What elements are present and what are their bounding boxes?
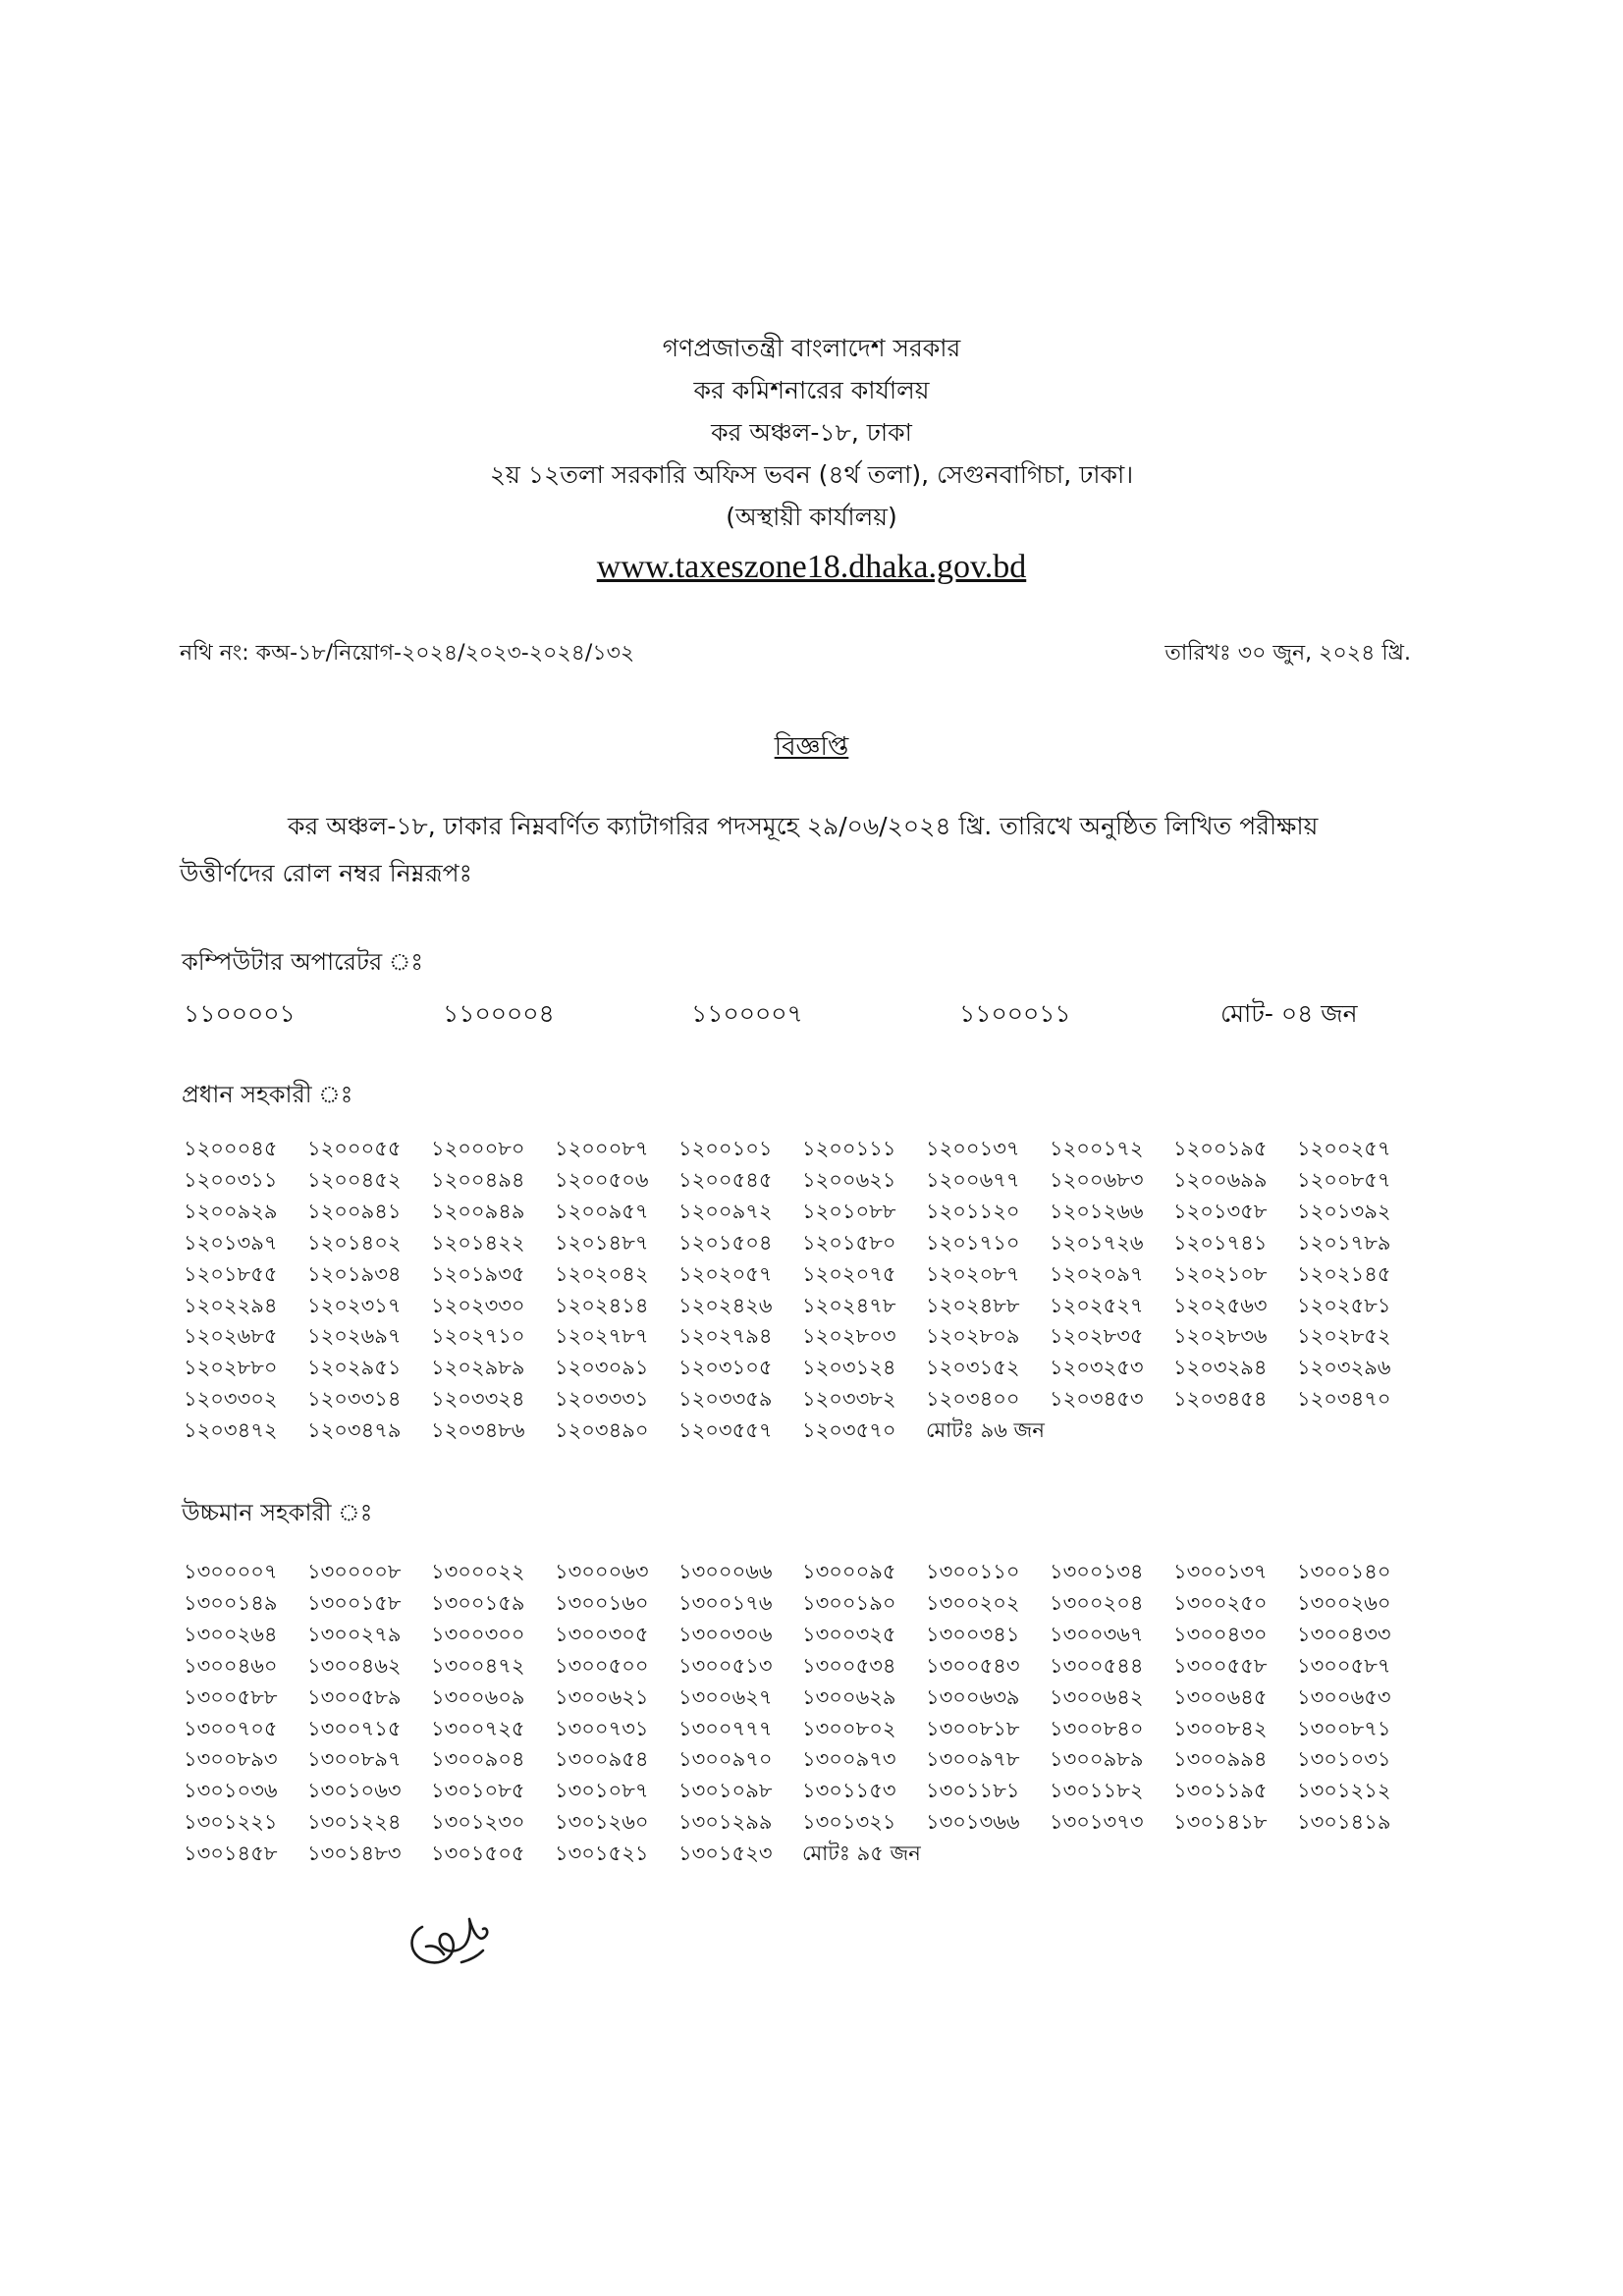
government-name: গণপ্রজাতন্ত্রী বাংলাদেশ সরকার: [662, 334, 961, 362]
roll-number: ১২০৩৫৭০: [802, 1418, 896, 1443]
roll-number: ১২০১৭২৬: [1050, 1230, 1144, 1255]
roll-number: ১৩০০৫৪৩: [926, 1653, 1020, 1678]
roll-number: ১৩০০৩৬৭: [1050, 1622, 1144, 1646]
roll-row: [184, 1806, 1421, 1841]
roll-number: ১৩০১৪৫৮: [184, 1842, 278, 1866]
roll-number: ১২০০৯৪৯: [431, 1199, 525, 1223]
roll-number: ১২০২৭৮৭: [555, 1324, 649, 1349]
roll-number: ১২০২৯৫১: [307, 1356, 402, 1380]
roll-number: ১৩০০৪৬০: [184, 1653, 278, 1678]
roll-number: ১২০২৪১৪: [555, 1293, 649, 1317]
roll-number: [1173, 1415, 1297, 1449]
roll-number: ১২০২৬৯৭: [307, 1324, 402, 1349]
roll-row: [184, 1838, 1421, 1872]
roll-number: ১২০০০৪৫: [184, 1137, 278, 1160]
roll-number: [1173, 1838, 1297, 1872]
roll-number: ১৩০০৮১৮: [926, 1716, 1020, 1740]
roll-number: ১৩০০০২২: [431, 1560, 525, 1583]
temporary-office-note: (অস্থায়ী কার্যালয়): [726, 503, 897, 531]
roll-number: ১২০২০৫৭: [678, 1261, 773, 1286]
roll-number: ১২০৩৩৫৯: [678, 1387, 773, 1412]
roll-number: ১২০২৫৮১: [1297, 1293, 1391, 1317]
roll-number: ১৩০০৭২৫: [431, 1716, 525, 1740]
roll-number: ১২০২৩১৭: [307, 1293, 402, 1317]
roll-number: ১৩০০০৯৫: [802, 1560, 896, 1583]
roll-number: ১২০০৫৪৫: [678, 1167, 773, 1192]
roll-number: ১৩০০৬২৯: [802, 1684, 896, 1709]
roll-number: ১৩০০০০৭: [184, 1560, 278, 1583]
notice-body-line-2: উত্তীর্ণদের রোল নম্বর নিম্নরূপঃ: [180, 859, 472, 887]
roll-number: ১৩০০৯৮৯: [1050, 1747, 1144, 1772]
roll-number: ১৩০১১৮২: [1050, 1779, 1144, 1803]
roll-number: ১২০১৯৩৪: [307, 1261, 402, 1286]
roll-number: ১৩০০১৪৯: [184, 1590, 278, 1615]
roll-number: ১২০১৩৯৭: [184, 1230, 278, 1255]
roll-row: [184, 1743, 1421, 1778]
roll-number: ১২০০৯৫৭: [555, 1199, 649, 1223]
roll-row: [184, 1556, 1421, 1590]
roll-number: ১২০৩৩২৪: [431, 1387, 525, 1412]
roll-number: ১২০২৮০৩: [802, 1324, 896, 1349]
roll-number: ১২০২১০৮: [1173, 1261, 1268, 1286]
roll-number: ১৩০১২৩০: [431, 1810, 525, 1835]
roll-number: ১২০১৪০২: [307, 1230, 402, 1255]
head-assistant-title: প্রধান সহকারী ঃ: [182, 1081, 353, 1108]
roll-number: ১২০০১১১: [802, 1137, 896, 1160]
roll-number: ১২০২৮৩৬: [1173, 1324, 1268, 1349]
roll-number: ১৩০১৫০৫: [431, 1842, 525, 1866]
roll-row: [184, 1650, 1421, 1684]
roll-number: ১২০৩২৯৪: [1173, 1356, 1268, 1380]
roll-number: [1297, 1838, 1421, 1872]
roll-number: ১৩০১৪১৯: [1297, 1810, 1391, 1835]
roll-number: ১৩০০১৭৬: [678, 1590, 773, 1615]
roll-row: [184, 1352, 1421, 1386]
roll-number: ১৩০১১৫৩: [802, 1779, 896, 1803]
zone-name: কর অঞ্চল-১৮, ঢাকা: [711, 418, 912, 447]
roll-number: ১৩০০৬৪৫: [1173, 1684, 1268, 1709]
roll-number: ১২০১৩৫৮: [1173, 1199, 1268, 1223]
roll-row: [184, 1775, 1421, 1809]
roll-number: ১৩০০৭৭৭: [678, 1716, 773, 1740]
office-address: ২য় ১২তলা সরকারি অফিস ভবন (৪র্থ তলা), সেগুনবাগিচা, ঢাকা।: [489, 460, 1134, 489]
roll-number: ১২০০৬২১: [802, 1167, 896, 1192]
roll-number: ১৩০০৮৪২: [1173, 1716, 1268, 1740]
roll-number: ১২০১৫০৪: [678, 1230, 773, 1255]
roll-number: ১১০০০০৪: [443, 999, 555, 1028]
roll-number: ১২০২৪৮৮: [926, 1293, 1020, 1317]
section-total: মোট- ০৪ জন: [1220, 999, 1358, 1028]
roll-number: ১২০৩১৫২: [926, 1356, 1020, 1380]
roll-number: ১২০০৯৪১: [307, 1199, 402, 1223]
roll-number: ১৩০০২৭৯: [307, 1622, 402, 1646]
roll-number: ১৩০০৫৫৮: [1173, 1653, 1268, 1678]
roll-number: ১২০০৯৭২: [678, 1199, 773, 1223]
roll-number: ১৩০০৬৫৩: [1297, 1684, 1391, 1709]
roll-number: ১৩০০৩০০: [431, 1622, 525, 1646]
roll-number: ১২০২৮৩৫: [1050, 1324, 1144, 1349]
notice-title: বিজ্ঞপ্তি: [774, 732, 849, 762]
roll-number: ১২০৩২৫৩: [1050, 1356, 1144, 1380]
roll-number: ১২০২৮০৯: [926, 1324, 1020, 1349]
roll-number: ১২০২৯৮৯: [431, 1356, 525, 1380]
roll-number: ১২০৩৪৮৬: [431, 1418, 525, 1443]
roll-number: ১২০২০৯৭: [1050, 1261, 1144, 1286]
roll-number: ১২০৩২৯৬: [1297, 1356, 1391, 1380]
roll-number: ১২০০৮৫৭: [1297, 1167, 1391, 1192]
roll-number: ১২০১১২০: [926, 1199, 1020, 1223]
roll-number: ১২০০০৫৫: [307, 1137, 402, 1160]
roll-number: ১৩০০৩০৬: [678, 1622, 773, 1646]
roll-number: ১৩০০২০৪: [1050, 1590, 1144, 1615]
roll-number: ১৩০১০৬৩: [307, 1779, 402, 1803]
roll-number: ১২০০৬৯৯: [1173, 1167, 1268, 1192]
roll-row: [184, 1713, 1421, 1747]
roll-number: ১২০২২৯৪: [184, 1293, 278, 1317]
roll-row: [184, 1133, 1421, 1167]
roll-number: ১৩০০১১০: [926, 1560, 1020, 1583]
roll-number: ১২০০৫০৬: [555, 1167, 649, 1192]
roll-row: [184, 1196, 1421, 1230]
roll-number: ১২০৩১২৪: [802, 1356, 896, 1380]
roll-row: [184, 1320, 1421, 1355]
roll-number: ১৩০০৫১৩: [678, 1653, 773, 1678]
roll-number: ১৩০১০৮৫: [431, 1779, 525, 1803]
section-total: মোটঃ ৯৫ জন: [802, 1842, 921, 1866]
roll-row: [184, 1227, 1421, 1261]
roll-number: ১৩০০৫০০: [555, 1653, 649, 1678]
office-name: কর কমিশনারের কার্যালয়: [693, 376, 930, 404]
roll-number: ১৩০০৮৪০: [1050, 1716, 1144, 1740]
roll-number: ১৩০০৪৭২: [431, 1653, 525, 1678]
roll-number: ১২০০৯২৯: [184, 1199, 278, 1223]
notice-date: তারিখঃ ৩০ জুন, ২০২৪ খ্রি.: [1164, 641, 1411, 666]
roll-number: ১৩০০০৬৩: [555, 1560, 649, 1583]
roll-number: ১২০১৪৮৭: [555, 1230, 649, 1255]
roll-number: ১২০১৫৮০: [802, 1230, 896, 1255]
roll-number: ১২০২০৭৫: [802, 1261, 896, 1286]
roll-row: [184, 1682, 1421, 1716]
roll-number: ১২০২৫৬৩: [1173, 1293, 1268, 1317]
roll-number: ১৩০১০৩৬: [184, 1779, 278, 1803]
roll-number: ১৩০০৭১৫: [307, 1716, 402, 1740]
roll-number: ১২০১৩৯২: [1297, 1199, 1391, 1223]
roll-number: ১২০০০৮৭: [555, 1137, 649, 1160]
signature-icon: [401, 1899, 509, 1978]
roll-number: ১৩০১২১২: [1297, 1779, 1391, 1803]
roll-number: ১২০৩৪৯০: [555, 1418, 649, 1443]
reference-line: [180, 636, 1411, 672]
roll-number: ১৩০০৯৭৩: [802, 1747, 896, 1772]
roll-number: ১২০৩৪৭২: [184, 1418, 278, 1443]
roll-number: ১৩০১৩২১: [802, 1810, 896, 1835]
roll-row: [184, 1587, 1421, 1622]
roll-number: ১২০২৩৩০: [431, 1293, 525, 1317]
upper-division-assistant-title: উচ্চমান সহকারী ঃ: [182, 1499, 373, 1526]
roll-number: ১৩০০৪৩৩: [1297, 1622, 1391, 1646]
roll-number: ১৩০১৪১৮: [1173, 1810, 1268, 1835]
roll-number: ১৩০১৩৬৬: [926, 1810, 1020, 1835]
roll-number: ১৩০০৮৯৭: [307, 1747, 402, 1772]
roll-number: ১২০২৮৮০: [184, 1356, 278, 1380]
roll-number: ১২০৩১০৫: [678, 1356, 773, 1380]
roll-number: ১২০০২৫৭: [1297, 1137, 1391, 1160]
roll-number: ১৩০০১৩৭: [1173, 1560, 1268, 1583]
roll-number: ১২০৩৩০২: [184, 1387, 278, 1412]
roll-number: ১৩০১২২৪: [307, 1810, 402, 1835]
roll-number: ১২০২১৪৫: [1297, 1261, 1391, 1286]
roll-number: ১৩০১০৮৭: [555, 1779, 649, 1803]
roll-number: ১৩০১২২১: [184, 1810, 278, 1835]
roll-number: ১৩০১২৬০: [555, 1810, 649, 1835]
roll-number: ১২০০১৩৭: [926, 1137, 1020, 1160]
notice-body-line-1: কর অঞ্চল-১৮, ঢাকার নিম্নবর্ণিত ক্যাটাগরির পদসমূহে ২৯/০৬/২০২৪ খ্রি. তারিখে অনুষ্ঠিত লিখিত পরীক্ষায়: [288, 812, 1319, 840]
roll-number: ১৩০০৮৭১: [1297, 1716, 1391, 1740]
roll-number: ১৩০০১৪০: [1297, 1560, 1391, 1583]
section-total: মোটঃ ৯৬ জন: [926, 1418, 1045, 1443]
roll-number: ১৩০০৩০৫: [555, 1622, 649, 1646]
roll-number: ১৩০০৯০৪: [431, 1747, 525, 1772]
roll-number: ১২০৩৪৫৪: [1173, 1387, 1268, 1412]
roll-number: ১৩০০২৬৪: [184, 1622, 278, 1646]
roll-number: ১২০১৮৫৫: [184, 1261, 278, 1286]
roll-number: ১৩০০৬৩৯: [926, 1684, 1020, 1709]
roll-row: [184, 1258, 1421, 1293]
roll-number: ১২০০৩১১: [184, 1167, 278, 1192]
roll-number: ১২০২৬৮৫: [184, 1324, 278, 1349]
roll-number: ১২০২০৪২: [555, 1261, 649, 1286]
roll-number: ১৩০০৬০৯: [431, 1684, 525, 1709]
roll-number: ১২০১৭১০: [926, 1230, 1020, 1255]
roll-number: ১৩০০২৫০: [1173, 1590, 1268, 1615]
roll-number: ১৩০০৫৪৪: [1050, 1653, 1144, 1678]
roll-number: ১৩০০১৯০: [802, 1590, 896, 1615]
roll-number: ১২০৩০৯১: [555, 1356, 649, 1380]
roll-number: ১৩০০৫৮৯: [307, 1684, 402, 1709]
roll-number: ১২০৩৩৩১: [555, 1387, 649, 1412]
roll-number: ১৩০০৬২৭: [678, 1684, 773, 1709]
roll-number: ১৩০১৫২৩: [678, 1842, 773, 1866]
roll-number: ১৩০০৫৮৮: [184, 1684, 278, 1709]
notice-body: [180, 803, 1412, 897]
roll-number: ১৩০০৬৪২: [1050, 1684, 1144, 1709]
roll-number: ১৩০০১৫৯: [431, 1590, 525, 1615]
office-header: [0, 327, 1623, 589]
roll-number: ১২০০০৮০: [431, 1137, 525, 1160]
roll-number: ১৩০০৯৫৪: [555, 1747, 649, 1772]
roll-number: ১৩০০০৬৬: [678, 1560, 773, 1583]
roll-number: ১২০০৬৮৩: [1050, 1167, 1144, 1192]
roll-number: ১৩০১৫২১: [555, 1842, 649, 1866]
roll-number: ১২০৩৩১৪: [307, 1387, 402, 1412]
roll-number: ১৩০০১৫৮: [307, 1590, 402, 1615]
roll-number: ১২০৩৪৭৯: [307, 1418, 402, 1443]
roll-number: ১২০০৪৯৪: [431, 1167, 525, 1192]
roll-number: ১২০২৪২৬: [678, 1293, 773, 1317]
roll-number: ১৩০১১৯৫: [1173, 1779, 1268, 1803]
roll-number: ১৩০০১৬০: [555, 1590, 649, 1615]
roll-number: ১৩০০২৬০: [1297, 1590, 1391, 1615]
roll-number: ১২০২৭৯৪: [678, 1324, 773, 1349]
roll-number: ১৩০১০৩১: [1297, 1747, 1391, 1772]
roll-number: ১৩০১৩৭৩: [1050, 1810, 1144, 1835]
roll-number: ১১০০০০১: [184, 999, 296, 1028]
roll-number: [1050, 1838, 1173, 1872]
roll-number: ১৩০০৯৭৮: [926, 1747, 1020, 1772]
roll-number: ১৩০০৪৩০: [1173, 1622, 1268, 1646]
roll-number: ১৩০১৪৮৩: [307, 1842, 402, 1866]
roll-number: ১৩০০৮০২: [802, 1716, 896, 1740]
roll-number: ১২০২৫২৭: [1050, 1293, 1144, 1317]
roll-number: ১২০০১৭২: [1050, 1137, 1144, 1160]
roll-number: ১২০১২৬৬: [1050, 1199, 1144, 1223]
roll-number: [926, 1838, 1050, 1872]
roll-number: ১৩০০৯৯৪: [1173, 1747, 1268, 1772]
roll-number: ১২০১৯৩৫: [431, 1261, 525, 1286]
roll-row: [184, 1619, 1421, 1653]
roll-number: ১৩০০৭৩১: [555, 1716, 649, 1740]
roll-row: [184, 1415, 1421, 1449]
roll-number: ১২০৩৪০০: [926, 1387, 1020, 1412]
roll-number: ১৩০০১৩৪: [1050, 1560, 1144, 1583]
roll-number: ১৩০০৯৭০: [678, 1747, 773, 1772]
roll-number: ১২০১৪২২: [431, 1230, 525, 1255]
roll-number: ১২০০৬৭৭: [926, 1167, 1020, 1192]
roll-number: ১১০০০০৭: [691, 999, 803, 1028]
roll-number: ১২০৩৪৭০: [1297, 1387, 1391, 1412]
roll-number: ১৩০০৩৪১: [926, 1622, 1020, 1646]
roll-number: ১৩০০৫৮৭: [1297, 1653, 1391, 1678]
roll-number: ১৩০০৩২৫: [802, 1622, 896, 1646]
roll-number: ১৩০১০৯৮: [678, 1779, 773, 1803]
roll-number: ১১০০০১১: [959, 999, 1071, 1028]
website-link[interactable]: www.taxeszone18.dhaka.gov.bd: [596, 549, 1027, 585]
roll-number: ১২০০১৯৫: [1173, 1137, 1268, 1160]
roll-number: ১৩০০৫৩৪: [802, 1653, 896, 1678]
roll-number: ১২০৩৪৫৩: [1050, 1387, 1144, 1412]
roll-number: ১৩০০৮৯৩: [184, 1747, 278, 1772]
roll-number: ১৩০১১৮১: [926, 1779, 1020, 1803]
roll-number: ১২০১০৮৮: [802, 1199, 896, 1223]
roll-number: ১২০০১০১: [678, 1137, 773, 1160]
roll-row: [184, 1164, 1421, 1199]
roll-number: ১২০২০৮৭: [926, 1261, 1020, 1286]
roll-number: ১২০২৪৭৮: [802, 1293, 896, 1317]
roll-number: ১২০১৭৮৯: [1297, 1230, 1391, 1255]
roll-number: ১৩০০০০৮: [307, 1560, 402, 1583]
roll-number: ১২০২৭১০: [431, 1324, 525, 1349]
roll-number: ১২০৩৫৫৭: [678, 1418, 773, 1443]
roll-number: [1050, 1415, 1173, 1449]
roll-number: ১২০৩৩৮২: [802, 1387, 896, 1412]
roll-number: ১৩০০২০২: [926, 1590, 1020, 1615]
file-number: নথি নং: কঅ-১৮/নিয়োগ-২০২৪/২০২৩-২০২৪/১৩২: [180, 641, 635, 666]
roll-number: ১২০২৮৫২: [1297, 1324, 1391, 1349]
roll-number: ১২০০৪৫২: [307, 1167, 402, 1192]
roll-row: [184, 1290, 1421, 1324]
roll-number: ১৩০০৪৬২: [307, 1653, 402, 1678]
roll-row: [184, 1383, 1421, 1417]
roll-number: ১৩০০৬২১: [555, 1684, 649, 1709]
computer-operator-title: কম্পিউটার অপারেটর ঃ: [182, 948, 424, 976]
roll-number: ১৩০০৭০৫: [184, 1716, 278, 1740]
roll-number: ১৩০১২৯৯: [678, 1810, 773, 1835]
roll-number: ১২০১৭৪১: [1173, 1230, 1268, 1255]
roll-number: [1297, 1415, 1421, 1449]
